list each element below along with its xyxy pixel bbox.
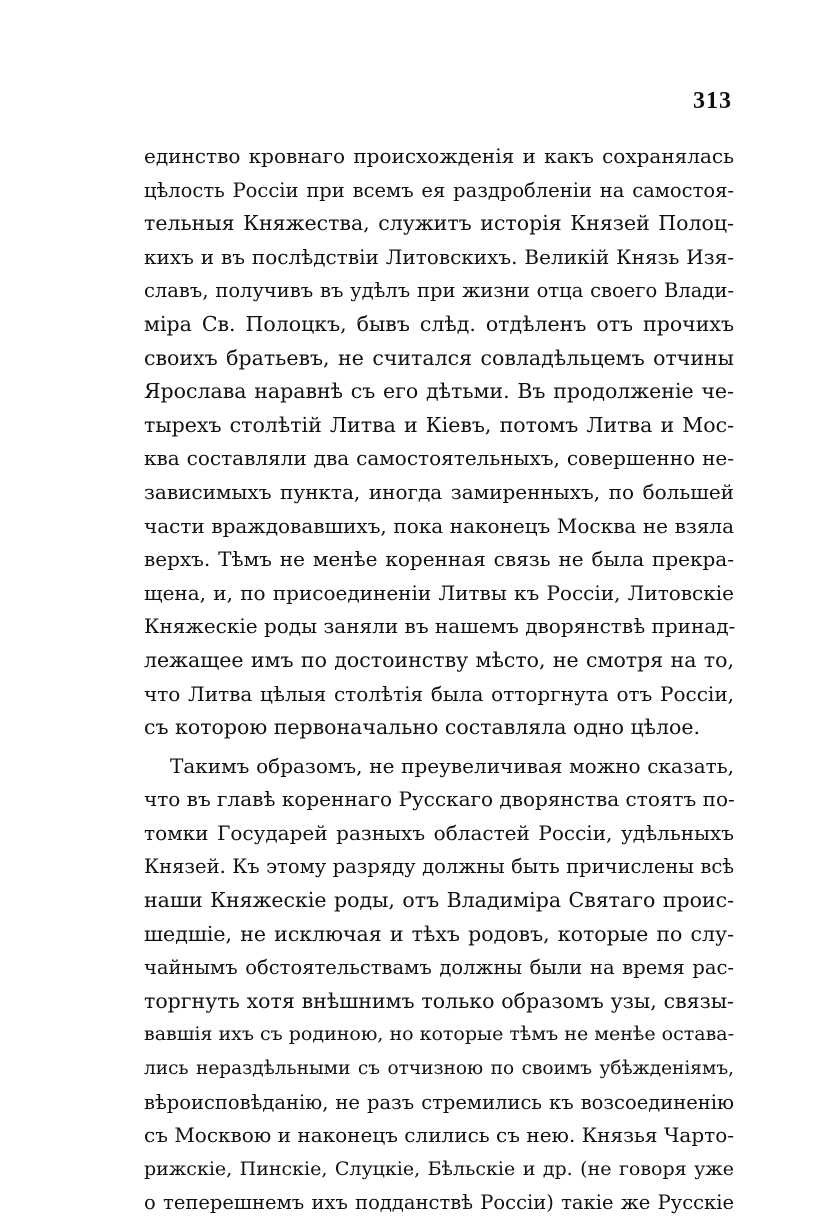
paragraph-1	[144, 140, 734, 745]
text-line: что Литва цѣлыя столѣтія была отторгнута отъ Россіи,	[144, 681, 734, 706]
text-line: лежащее имъ по достоинству мѣсто, не смотря на то,	[144, 647, 734, 672]
text-line: лись нераздѣльными съ отчизною по своимъ убѣжденіямъ,	[144, 1058, 734, 1080]
text-line: тырехъ столѣтій Литва и Кіевъ, потомъ Литва и Мос-	[144, 412, 734, 437]
text-line: кихъ и въ послѣдствіи Литовскихъ. Великій Князь Изя-	[144, 244, 734, 269]
body-text	[144, 140, 734, 1220]
text-line: единство кровнаго происхожденія и какъ сохранялась	[144, 144, 734, 168]
text-line: о теперешнемъ ихъ подданствѣ Россіи) такіе же Русскіе	[144, 1191, 734, 1215]
text-line: верхъ. Тѣмъ не менѣе коренная связь не была прекра-	[144, 547, 734, 572]
text-line: съ которою первоначально составляла одно цѣлое.	[144, 715, 701, 740]
text-line: торгнуть хотя внѣшнимъ только образомъ узы, связы-	[144, 988, 734, 1013]
text-line: томки Государей разныхъ областей Россіи, удѣльныхъ	[144, 820, 734, 845]
text-line: шедшіе, не исключая и тѣхъ родовъ, которые по слу-	[144, 921, 734, 946]
text-line: славъ, получивъ въ удѣлъ при жизни отца своего Влади-	[144, 279, 734, 303]
text-line: своихъ братьевъ, не считался совладѣльцемъ отчины	[144, 345, 734, 370]
text-line: щена, и, по присоединеніи Литвы къ Россіи, Литовскіе	[144, 580, 734, 605]
text-line: міра Св. Полоцкъ, бывъ слѣд. отдѣленъ отъ прочихъ	[144, 311, 734, 336]
text-line: рижскіе, Пинскіе, Слуцкіе, Бѣльскіе и др. (не говоря уже	[144, 1157, 734, 1180]
text-line: вавшія ихъ съ родиною, но которые тѣмъ не менѣе остава-	[144, 1023, 735, 1046]
text-line: Князей. Къ этому разряду должны быть причислены всѣ	[144, 855, 734, 879]
text-line: что въ главѣ кореннаго Русскаго дворянства стоятъ по-	[144, 787, 735, 812]
text-line: части враждовавшихъ, пока наконецъ Москва не взяла	[144, 513, 734, 538]
text-line: зависимыхъ пункта, иногда замиренныхъ, по большей	[144, 479, 734, 504]
paragraph-2	[144, 750, 734, 1220]
page-number: 313	[693, 88, 732, 114]
text-line: цѣлость Россіи при всемъ ея раздробленіи на самостоя-	[144, 178, 734, 202]
text-line: Ярослава наравнѣ съ его дѣтьми. Въ продолженіе че-	[144, 379, 734, 404]
text-line: Такимъ образомъ, не преувеличивая можно сказать,	[170, 753, 734, 778]
text-line: наши Княжескіе роды, отъ Владиміра Святаго проис-	[144, 888, 734, 913]
text-line: Княжескіе роды заняли въ нашемъ дворянствѣ принад-	[144, 614, 736, 639]
text-line: тельныя Княжества, служитъ исторія Князей Полоц-	[144, 211, 734, 236]
text-line: ква составляли два самостоятельныхъ, совершенно не-	[144, 446, 734, 471]
text-line: вѣроисповѣданію, не разъ стремились къ возсоединенію	[144, 1090, 734, 1114]
text-line: съ Москвою и наконецъ слились съ нею. Князья Чарто-	[144, 1123, 734, 1148]
text-line: чайнымъ обстоятельствамъ должны были на время рас-	[144, 956, 734, 980]
